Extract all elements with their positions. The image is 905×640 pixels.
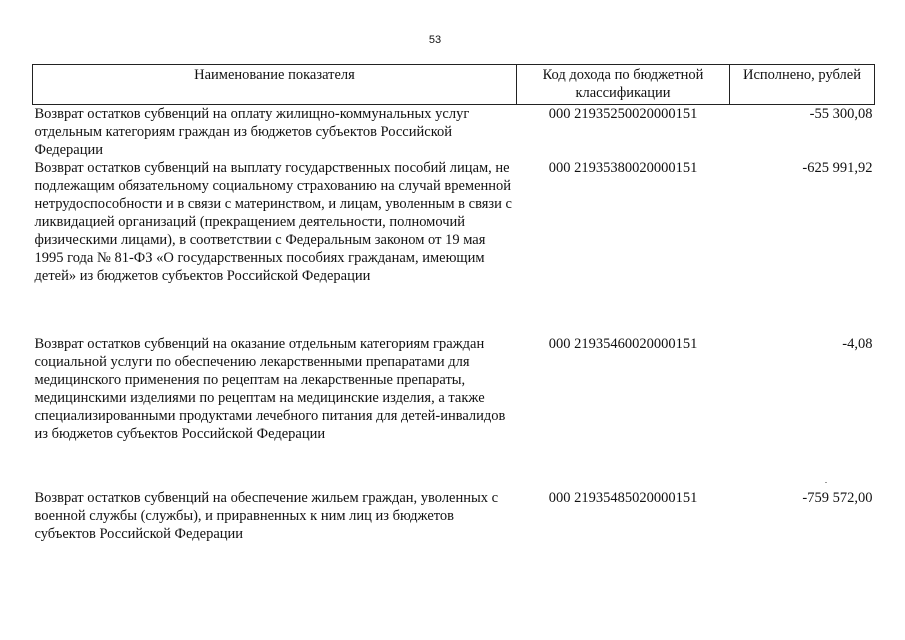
scan-speck	[825, 482, 827, 483]
budget-revenue-table	[32, 64, 875, 549]
revenue-code-cell: 000 21935460020000151	[548, 336, 698, 352]
executed-amount-cell: -55 300,08	[809, 106, 873, 122]
executed-amount-cell: -759 572,00	[802, 490, 873, 506]
executed-amount-cell: -625 991,92	[802, 160, 873, 176]
indicator-name-cell: Возврат остатков субвенций на оказание отдельным категориям граждан социальной услуги по обеспечению лекарственными препаратами для медицинского применения по рецептам на лекарственные препараты, медицинскими изделиями по рецептам на медицинские изделия, а также специализированными продуктами лечебного питания для детей-инвалидов из бюджетов субъектов Российской Федерации	[34, 336, 506, 442]
indicator-name-cell: Возврат остатков субвенций на обеспечение жильем граждан, уволенных с военной службы (службы), и приравненных к ним лиц из бюджетов субъектов Российской Федерации	[34, 490, 499, 542]
table-row	[33, 105, 875, 160]
indicator-name-cell: Возврат остатков субвенций на оплату жилищно-коммунальных услуг отдельным категориям граждан из бюджетов субъектов Российской Федерации	[34, 106, 470, 158]
indicator-name-cell: Возврат остатков субвенций на выплату государственных пособий лицам, не подлежащим обязательному социальному страхованию на случай временной нетрудоспособности и в связи с материнством, и лицам, уволенным в связи с ликвидацией организаций (прекращением деятельности, полномочий физическими лицами), в соответствии с Федеральным законом от 19 мая 1995 года № 81-ФЗ «О государственных пособиях гражданам, имеющим детей» из бюджетов субъектов Российской Федерации	[34, 160, 512, 284]
table-row	[33, 159, 875, 335]
revenue-code-cell: 000 21935485020000151	[548, 490, 698, 506]
revenue-code-cell: 000 21935250020000151	[548, 106, 698, 122]
page-number: 53	[428, 34, 442, 46]
revenue-code-cell: 000 21935380020000151	[548, 160, 698, 176]
table-row	[33, 489, 875, 549]
header-revenue-code: Код дохода по бюджетной классификации	[517, 65, 730, 105]
executed-amount-cell: -4,08	[842, 336, 873, 352]
header-executed-amount: Исполнено, рублей	[730, 65, 875, 105]
table-row	[33, 335, 875, 489]
header-indicator-name: Наименование показателя	[33, 65, 517, 105]
table-header-row	[33, 65, 875, 105]
